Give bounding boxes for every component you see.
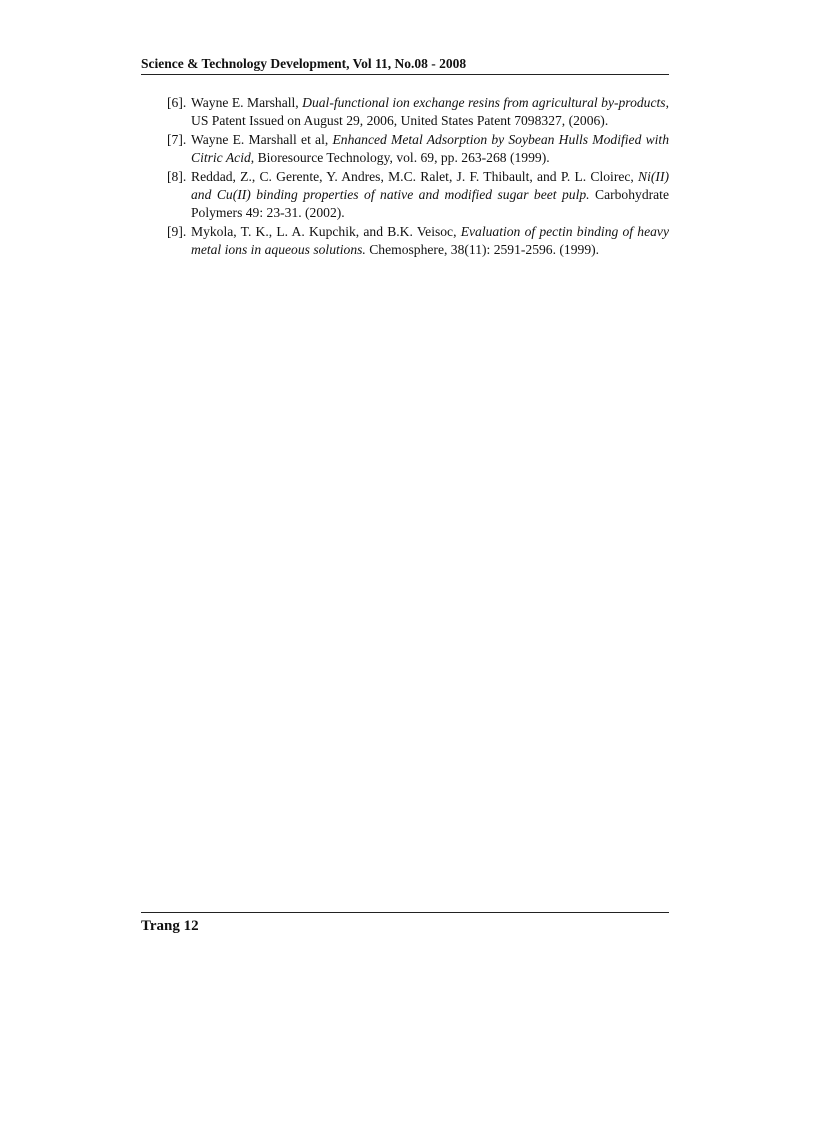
reference-number: [8].: [167, 169, 187, 184]
reference-source: , US Patent Issued on August 29, 2006, United States Patent 7098327, (2006).: [191, 95, 669, 128]
reference-number: [6].: [167, 95, 187, 110]
reference-number: [9].: [167, 224, 187, 239]
reference-item: [167, 223, 669, 259]
reference-authors: Wayne E. Marshall et al,: [191, 132, 333, 147]
header-divider: [141, 74, 669, 75]
reference-item: [167, 168, 669, 222]
reference-title: Enhanced Metal Adsorption by Soybean Hulls Modified with Citric Acid: [191, 132, 669, 165]
reference-item: [167, 94, 669, 130]
running-header: Science & Technology Development, Vol 11, No.08 - 2008: [141, 56, 467, 71]
reference-source: Carbohydrate Polymers 49: 23-31. (2002).: [191, 187, 669, 220]
reference-number: [7].: [167, 132, 187, 147]
reference-authors: Mykola, T. K., L. A. Kupchik, and B.K. Veisoc,: [191, 224, 461, 239]
footer-divider: [141, 912, 669, 913]
reference-authors: Reddad, Z., C. Gerente, Y. Andres, M.C. Ralet, J. F. Thibault, and P. L. Cloirec,: [191, 169, 639, 184]
reference-list: [167, 94, 669, 260]
page-number: Trang 12: [141, 918, 199, 934]
reference-source: , Bioresource Technology, vol. 69, pp. 263-268 (1999).: [250, 150, 550, 165]
reference-title: Ni(II) and Cu(II) binding properties of native and modified sugar beet pulp.: [191, 169, 669, 202]
reference-title: Evaluation of pectin binding of heavy metal ions in aqueous solutions.: [191, 224, 669, 257]
reference-title: Dual-functional ion exchange resins from agricultural by-products: [302, 95, 666, 110]
reference-source: Chemosphere, 38(11): 2591-2596. (1999).: [365, 242, 600, 257]
reference-authors: Wayne E. Marshall,: [191, 95, 303, 110]
reference-item: [167, 131, 669, 167]
